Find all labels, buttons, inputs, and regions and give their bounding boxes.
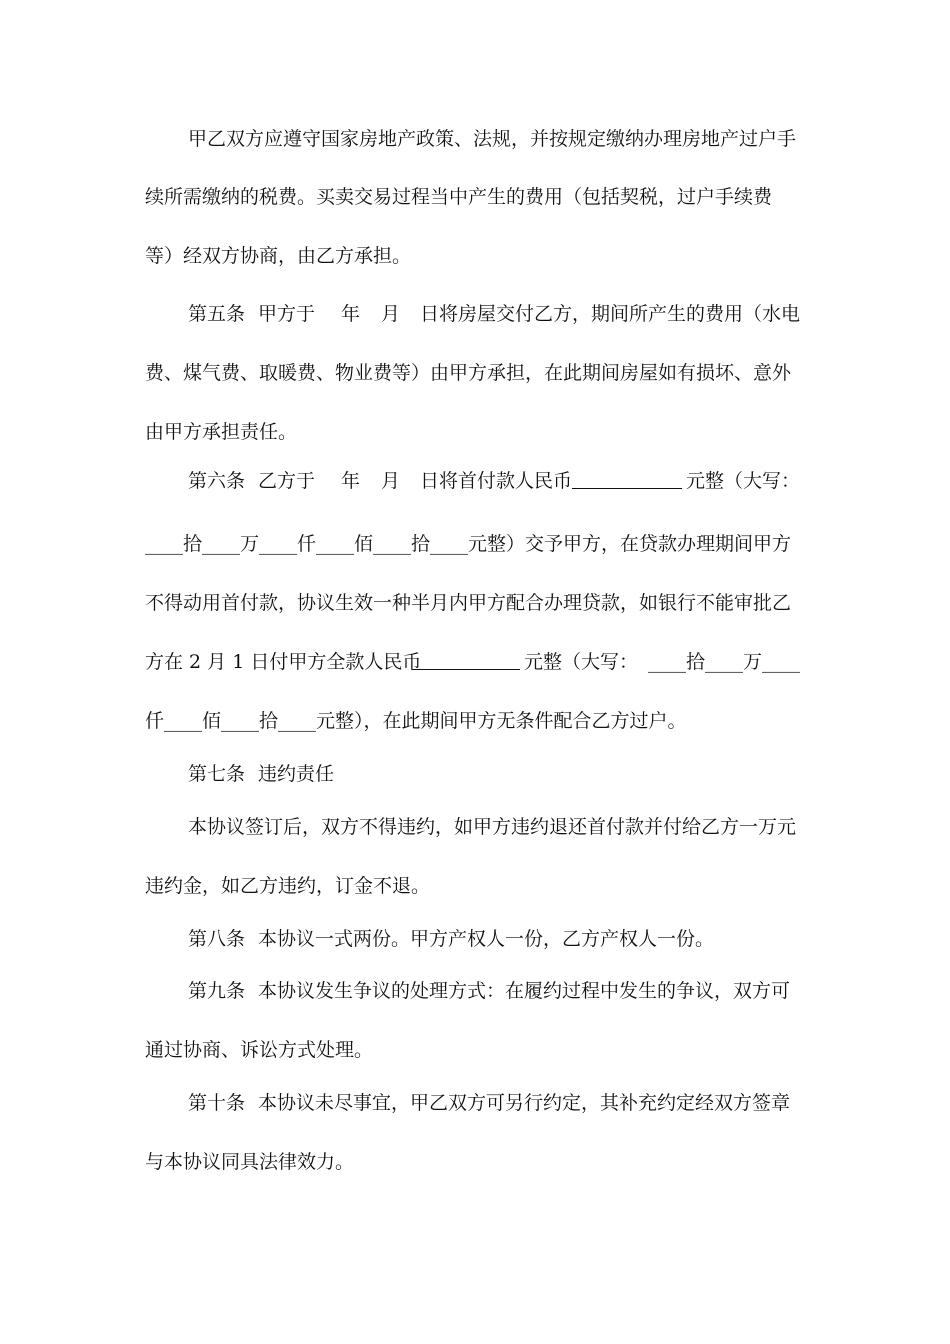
text-line: 不得动用首付款，协议生效一种半月内甲方配合办理贷款，如银行不能审批乙 xyxy=(145,592,792,614)
article-number: 第八条 xyxy=(188,928,246,950)
article-8-line xyxy=(0,925,950,953)
text-line: 甲乙双方应遵守国家房地产政策、法规，并按规定缴纳办理房地产过户手 xyxy=(188,128,797,150)
article-7-heading-line xyxy=(0,760,950,788)
paragraph-line xyxy=(0,648,950,676)
text-line: 等）经双方协商，由乙方承担。 xyxy=(145,245,412,267)
text-segment: 日将房屋交付乙方，期间所产生的费用（水电 xyxy=(420,303,801,325)
paragraph-line xyxy=(0,359,950,387)
article-number: 第六条 xyxy=(188,470,246,492)
text-segment: 元整（大写： xyxy=(686,470,801,492)
text-segment: 本协议未尽事宜，甲乙双方可另行约定，其补充约定经双方签章 xyxy=(258,1092,791,1114)
text-line: 通过协商、诉讼方式处理。 xyxy=(145,1039,374,1061)
paragraph-line xyxy=(0,872,950,900)
amount-blank xyxy=(572,470,682,489)
article-9-line xyxy=(0,977,950,1005)
amount-blank xyxy=(412,651,520,670)
paragraph-line xyxy=(0,813,950,841)
paragraph-line xyxy=(0,418,950,446)
text-segment: 本协议一式两份。甲方产权人一份，乙方产权人一份。 xyxy=(258,928,715,950)
text-segment: 日将首付款人民币 xyxy=(420,470,573,492)
paragraph-line xyxy=(0,589,950,617)
text-line: 违约金，如乙方违约，订金不退。 xyxy=(145,875,431,897)
text-segment: 乙方于 xyxy=(258,470,316,492)
article-number: 第十条 xyxy=(188,1092,246,1114)
paragraph-line xyxy=(0,530,950,558)
text-line: 本协议签订后，双方不得违约，如甲方违约退还首付款并付给乙方一万元 xyxy=(188,816,797,838)
text-line: 仟____佰____拾____元整），在此期间甲方无条件配合乙方过户。 xyxy=(145,710,687,732)
text-line: 由甲方承担责任。 xyxy=(145,421,298,443)
paragraph-line xyxy=(0,242,950,270)
text-segment: 方在 2 月 1 日付甲方全款人民币 xyxy=(145,651,422,673)
text-line: 费、煤气费、取暖费、物业费等）由甲方承担，在此期间房屋如有损坏、意外 xyxy=(145,362,792,384)
text-segment: 元整（大写： xyxy=(524,651,639,673)
text-segment: ____拾____万____ xyxy=(648,651,801,673)
article-6-heading-line xyxy=(0,467,950,495)
article-10-line xyxy=(0,1089,950,1117)
paragraph-line xyxy=(0,183,950,211)
paragraph-line xyxy=(0,707,950,735)
paragraph-line xyxy=(0,1148,950,1176)
text-line: 与本协议同具法律效力。 xyxy=(145,1151,355,1173)
article-title: 违约责任 xyxy=(258,763,335,785)
article-number: 第七条 xyxy=(188,763,246,785)
article-number: 第九条 xyxy=(188,980,246,1002)
text-segment: 本协议发生争议的处理方式：在履约过程中发生的争议，双方可 xyxy=(258,980,791,1002)
text-line: ____拾____万____仟____佰____拾____元整）交予甲方，在贷款办理期间甲方 xyxy=(145,533,792,555)
text-line: 续所需缴纳的税费。买卖交易过程当中产生的费用（包括契税，过户手续费 xyxy=(145,186,773,208)
article-5-heading-line xyxy=(0,300,950,328)
text-segment: 甲方于 xyxy=(258,303,316,325)
month-label: 月 xyxy=(381,470,401,492)
year-label: 年 xyxy=(341,470,361,492)
month-label: 月 xyxy=(381,303,401,325)
year-label: 年 xyxy=(341,303,361,325)
paragraph-line xyxy=(0,1036,950,1064)
paragraph-line xyxy=(0,125,950,153)
article-number: 第五条 xyxy=(188,303,246,325)
